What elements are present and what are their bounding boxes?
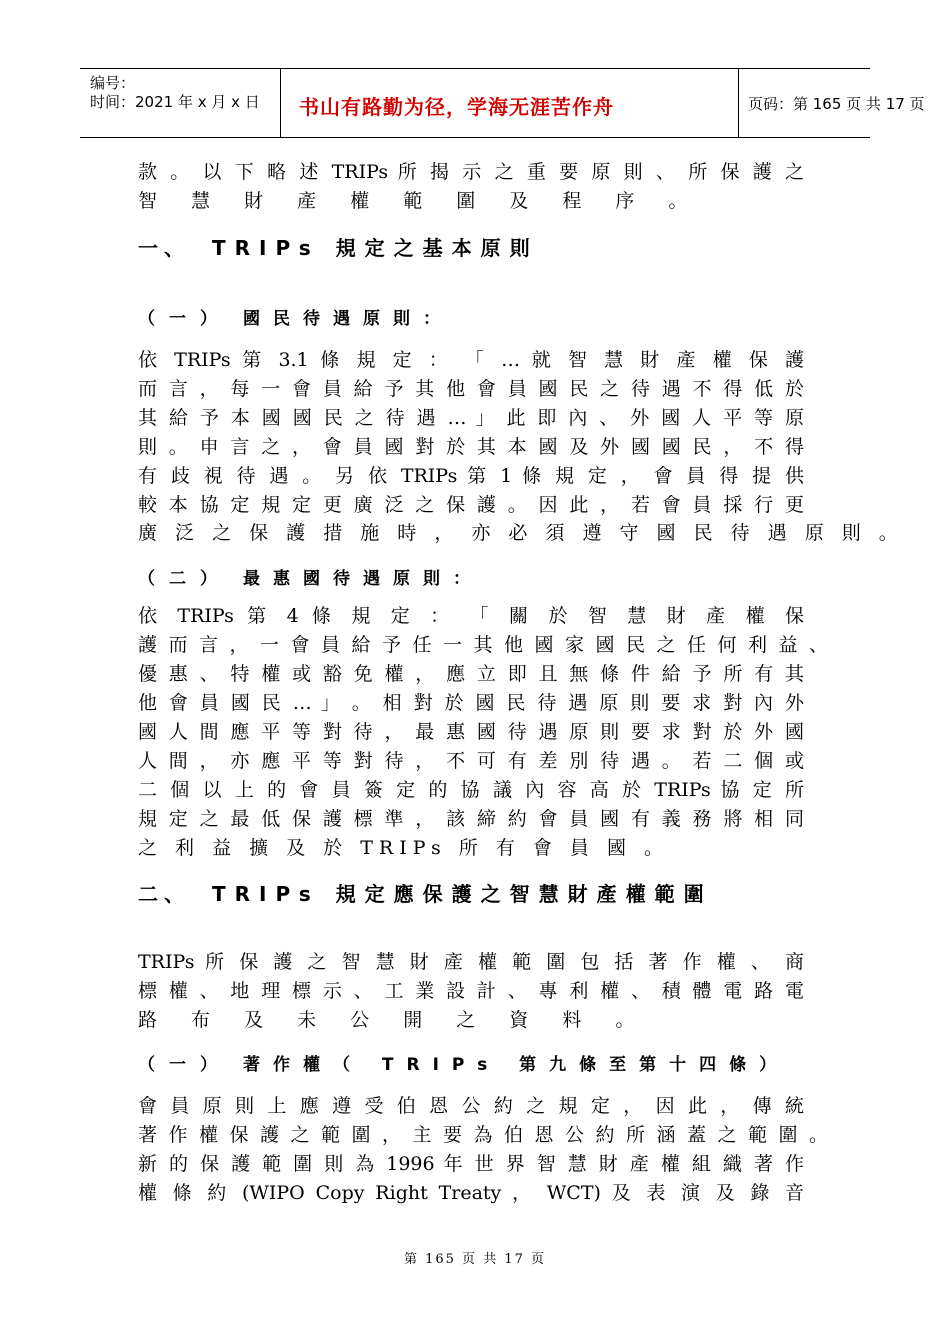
- paragraph-line: 二 個 以 上 的 會 員 簽 定 的 協 議 內 容 高 於 TRIPs 協 定 所: [138, 779, 804, 801]
- paragraph-line: 新 的 保 護 範 圍 則 為 1996 年 世 界 智 慧 財 產 權 組 織 著 作: [138, 1153, 804, 1175]
- subsection-title: 最惠國待遇原則：: [243, 569, 483, 589]
- section-title: TRIPs 規定之基本原則: [212, 236, 539, 260]
- header-page-code: 页码：第 165 页 共 17 页: [748, 95, 925, 113]
- paragraph-line: 路 布 及 未 公 開 之 資 料 。: [138, 1009, 649, 1031]
- paragraph-line: 權 條 約 (WIPO Copy Right Treaty ， WCT) 及 表 演 及 錄 音: [138, 1182, 804, 1204]
- paragraph-line: 廣 泛 之 保 護 措 施 時 ， 亦 必 須 遵 守 國 民 待 遇 原 則 。: [138, 522, 904, 544]
- header-meta: [80, 69, 281, 137]
- paragraph-line: 人 間 ， 亦 應 平 等 對 待 ， 不 可 有 差 別 待 遇 。 若 二 個 或: [138, 750, 804, 772]
- paragraph-line: 依 TRIPs 第 4 條 規 定 ： 「 關 於 智 慧 財 產 權 保: [138, 605, 804, 627]
- paragraph-line: 有 歧 視 待 遇 。 另 依 TRIPs 第 1 條 規 定 ， 會 員 得 提 供: [138, 465, 804, 487]
- paragraph-line: 會 員 原 則 上 應 遵 受 伯 恩 公 約 之 規 定 ， 因 此 ， 傳 統: [138, 1095, 804, 1117]
- subsection-title: 著作權（ TRIPs 第九條至第十四條）: [243, 1055, 790, 1075]
- paragraph-line: 規 定 之 最 低 保 護 標 準 ， 該 締 約 會 員 國 有 義 務 將 相 同: [138, 808, 804, 830]
- paragraph-line: 他 會 員 國 民 … 」 。 相 對 於 國 民 待 遇 原 則 要 求 對 內 外: [138, 692, 804, 714]
- paragraph-line: 國 人 間 應 平 等 對 待 ， 最 惠 國 待 遇 原 則 要 求 對 於 外 國: [138, 721, 804, 743]
- paragraph-line: 之 利 益 擴 及 於 TRIPs 所 有 會 員 國 。: [138, 837, 669, 859]
- section-heading: [138, 232, 539, 261]
- page-header: [80, 68, 925, 138]
- header-id-label: 编号：: [90, 74, 136, 92]
- header-time-label: 时间：2021 年 x 月 x 日: [90, 93, 260, 111]
- paragraph-line: 而 言 ， 每 一 會 員 給 予 其 他 會 員 國 民 之 待 遇 不 得 低 於: [138, 378, 804, 400]
- section-title: TRIPs 規定應保護之智慧財產權範圍: [212, 882, 713, 906]
- intro-line: 款 。 以 下 略 述 TRIPs 所 揭 示 之 重 要 原 則 、 所 保 護 之: [138, 161, 804, 183]
- section-number: 二、: [138, 882, 190, 906]
- page-footer: 第 165 页 共 17 页: [403, 1252, 547, 1267]
- header-motto: 书山有路勤为径，学海无涯苦作舟: [299, 95, 614, 119]
- header-motto-cell: [280, 69, 739, 137]
- paragraph-line: 則 。 申 言 之 ， 會 員 國 對 於 其 本 國 及 外 國 國 民 ， 不 得: [138, 436, 804, 458]
- subsection-number: （一）: [138, 1055, 231, 1075]
- subsection-heading: [138, 304, 453, 329]
- paragraph-line: 標 權 、 地 理 標 示 、 工 業 設 計 、 專 利 權 、 積 體 電 路 電: [138, 980, 804, 1002]
- section-heading: [138, 878, 713, 907]
- subsection-number: （一）: [138, 309, 231, 329]
- paragraph-line: 其 給 予 本 國 國 民 之 待 遇 … 」 此 即 內 、 外 國 人 平 等 原: [138, 407, 804, 429]
- subsection-number: （二）: [138, 569, 231, 589]
- section-number: 一、: [138, 236, 190, 260]
- intro-line: 智 慧 財 產 權 範 圍 及 程 序 。: [138, 190, 702, 212]
- paragraph-line: 優 惠 、 特 權 或 豁 免 權 ， 應 立 即 且 無 條 件 給 予 所 有 其: [138, 663, 804, 685]
- paragraph-line: 依 TRIPs 第 3.1 條 規 定 ： 「 … 就 智 慧 財 產 權 保 護: [138, 349, 804, 371]
- paragraph-line: 護 而 言 ， 一 會 員 給 予 任 一 其 他 國 家 國 民 之 任 何 利 益 、: [138, 634, 828, 656]
- subsection-heading: [138, 564, 483, 589]
- paragraph-line: TRIPs 所 保 護 之 智 慧 財 產 權 範 圍 包 括 著 作 權 、 商: [138, 951, 804, 973]
- paragraph-line: 較 本 協 定 規 定 更 廣 泛 之 保 護 。 因 此 ， 若 會 員 採 行 更: [138, 494, 804, 516]
- paragraph-line: 著 作 權 保 護 之 範 圍 ， 主 要 為 伯 恩 公 約 所 涵 蓋 之 範 圍 。: [138, 1124, 828, 1146]
- subsection-title: 國民待遇原則：: [243, 309, 453, 329]
- subsection-heading: [138, 1050, 789, 1075]
